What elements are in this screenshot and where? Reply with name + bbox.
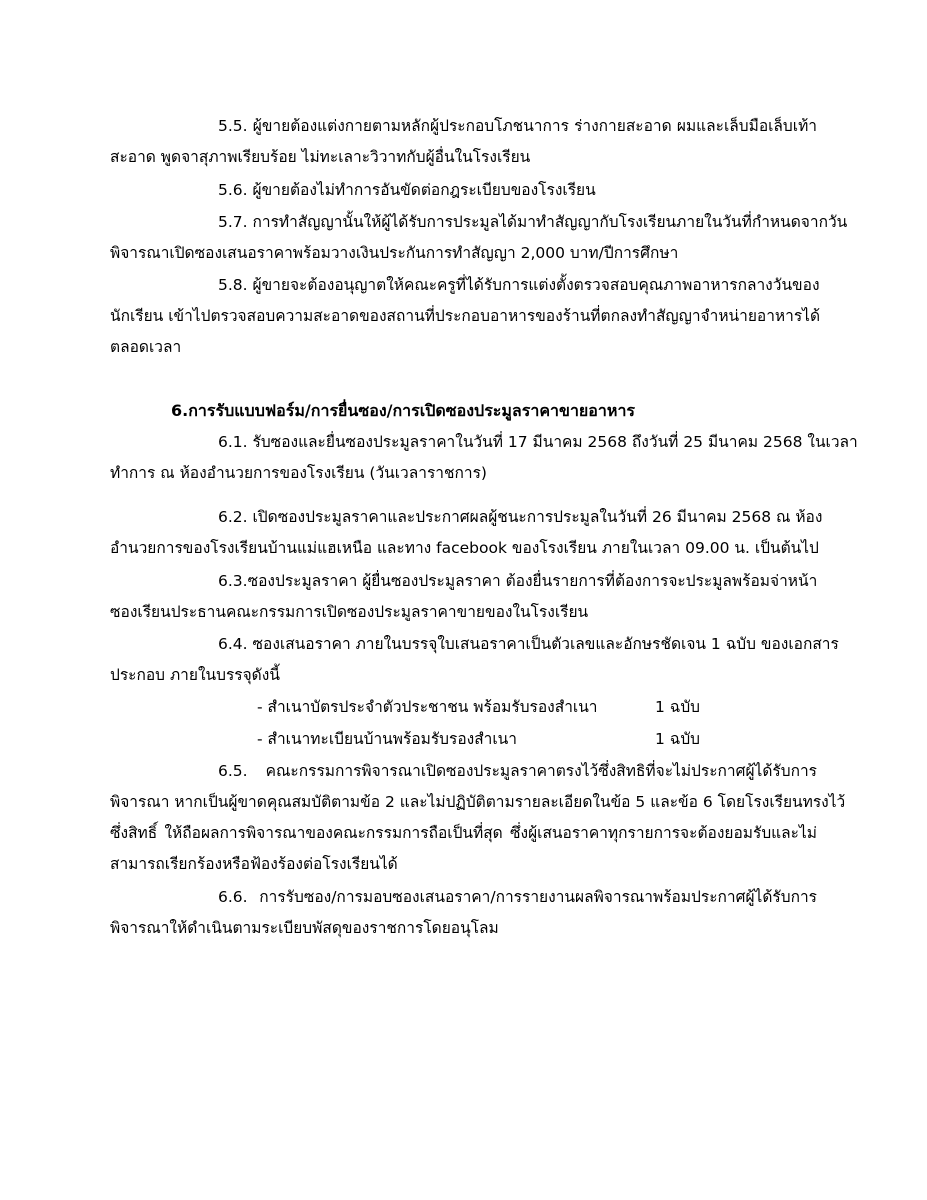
- clause-6-4-line-2: ประกอบ ภายในบรรจุดังนี้: [110, 666, 280, 684]
- clause-6-3-line-1: 6.3.ซองประมูลราคา ผู้ยื่นซองประมูลราคา ต้องยื่นรายการที่ต้องการจะประมูลพร้อมจ่าหน้า: [218, 572, 818, 590]
- clause-6-2-line-1: 6.2. เปิดซองประมูลราคาและประกาศผลผู้ชนะการประมูลในวันที่ 26 มีนาคม 2568 ณ ห้อง: [218, 508, 823, 526]
- clause-6-6-line-2: พิจารณาให้ดำเนินตามระเบียบพัสดุของราชการโดยอนุโลม: [110, 919, 499, 937]
- clause-6-3-line-2: ซองเรียนประธานคณะกรรมการเปิดซองประมูลราคาขายของในโรงเรียน: [110, 603, 589, 621]
- clause-6-4-item-2-text: - สำเนาทะเบียนบ้านพร้อมรับรองสำเนา: [257, 730, 517, 748]
- clause-5-5-line-2: สะอาด พูดจาสุภาพเรียบร้อย ไม่ทะเลาะวิวาทกับผู้อื่นในโรงเรียน: [110, 148, 531, 166]
- clause-5-7-line-1: 5.7. การทำสัญญานั้นให้ผู้ได้รับการประมูลได้มาทำสัญญากับโรงเรียนภายในวันที่กำหนดจากวัน: [218, 213, 848, 231]
- clause-5-5-line-1: 5.5. ผู้ขายต้องแต่งกายตามหลักผู้ประกอบโภชนาการ ร่างกายสะอาด ผมและเล็บมือเล็บเท้า: [218, 117, 817, 135]
- clause-6-1-line-1: 6.1. รับซองและยื่นซองประมูลราคาในวันที่ 17 มีนาคม 2568 ถึงวันที่ 25 มีนาคม 2568 ในเวลา: [218, 433, 858, 451]
- clause-6-5-line-4: สามารถเรียกร้องหรือฟ้องร้องต่อโรงเรียนได้: [110, 855, 398, 873]
- clause-5-8-line-3: ตลอดเวลา: [110, 338, 182, 356]
- clause-6-4-item-2-amount: 1 ฉบับ: [655, 730, 701, 748]
- clause-6-5-line-2: พิจารณา หากเป็นผู้ขาดคุณสมบัติตามข้อ 2 และไม่ปฏิบัติตามรายละเอียดในข้อ 5 และข้อ 6 โดยโรงเรียนทรงไว้: [110, 793, 846, 811]
- clause-5-7-line-2: พิจารณาเปิดซองเสนอราคาพร้อมวางเงินประกันการทำสัญญา 2,000 บาท/ปีการศึกษา: [110, 244, 679, 262]
- clause-5-8-line-1: 5.8. ผู้ขายจะต้องอนุญาตให้คณะครูที่ได้รับการแต่งตั้งตรวจสอบคุณภาพอาหารกลางวันของ: [218, 276, 820, 294]
- clause-6-2-line-2: อำนวยการของโรงเรียนบ้านแม่แฮเหนือ และทาง facebook ของโรงเรียน ภายในเวลา 09.00 น. เป็นต้นไป: [110, 539, 819, 557]
- section-6-heading: 6.การรับแบบฟอร์ม/การยื่นซอง/การเปิดซองประมูลราคาขายอาหาร: [171, 401, 636, 420]
- clause-6-5-line-1: 6.5. คณะกรรมการพิจารณาเปิดซองประมูลราคาตรงไว้ซึ่งสิทธิที่จะไม่ประกาศผู้ได้รับการ: [218, 762, 817, 780]
- clause-6-4-line-1: 6.4. ซองเสนอราคา ภายในบรรจุใบเสนอราคาเป็นตัวเลขและอักษรชัดเจน 1 ฉบับ ของเอกสาร: [218, 635, 839, 653]
- clause-6-6-line-1: 6.6. การรับซอง/การมอบซองเสนอราคา/การรายงานผลพิจารณาพร้อมประกาศผู้ได้รับการ: [218, 888, 817, 906]
- clause-6-5-line-3: ซึ่งสิทธิ์ ให้ถือผลการพิจารณาของคณะกรรมการถือเป็นที่สุด ซึ่งผู้เสนอราคาทุกรายการจะต้องยอมรับและไม่: [110, 824, 817, 842]
- clause-6-4-item-1-text: - สำเนาบัตรประจำตัวประชาชน พร้อมรับรองสำเนา: [257, 698, 598, 716]
- clause-5-6-line-1: 5.6. ผู้ขายต้องไม่ทำการอันขัดต่อกฎระเบียบของโรงเรียน: [218, 181, 596, 199]
- clause-6-4-item-1-amount: 1 ฉบับ: [655, 698, 701, 716]
- clause-6-1-line-2: ทำการ ณ ห้องอำนวยการของโรงเรียน (วันเวลาราชการ): [110, 464, 487, 482]
- clause-5-8-line-2: นักเรียน เข้าไปตรวจสอบความสะอาดของสถานที่ประกอบอาหารของร้านที่ตกลงทำสัญญาจำหน่ายอาหารได้: [110, 307, 821, 325]
